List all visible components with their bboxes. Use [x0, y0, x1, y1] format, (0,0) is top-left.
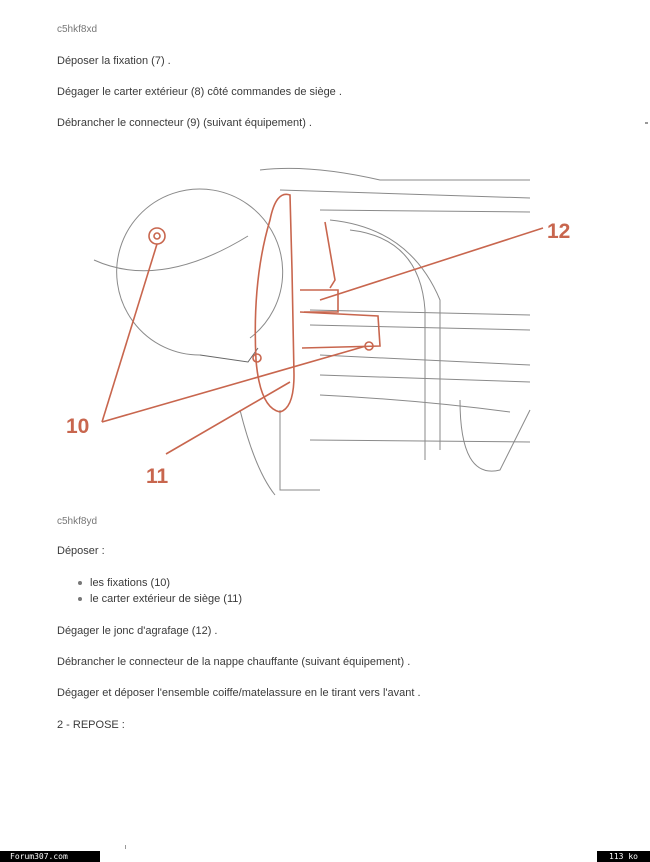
footer-site-label: Forum307.com: [0, 851, 100, 862]
step-remove-fixation: Déposer la fixation (7) .: [57, 55, 171, 67]
list-item: les fixations (10): [57, 575, 242, 591]
callout-12: 12: [547, 220, 571, 243]
step-release-clip-rod: Dégager le jonc d'agrafage (12) .: [57, 625, 218, 637]
step-disconnect-heater: Débrancher le connecteur de la nappe chauffante (suivant équipement) .: [57, 656, 411, 668]
removal-list: [57, 575, 242, 607]
seat-diagram: [66, 150, 571, 495]
callout-11: 11: [146, 465, 169, 488]
list-item: le carter extérieur de siège (11): [57, 591, 242, 607]
scan-speck: [125, 845, 126, 849]
step-remove-cover-assembly: Dégager et déposer l'ensemble coiffe/matelassure en le tirant vers l'avant .: [57, 687, 421, 699]
reference-code-bottom: c5hkf8yd: [57, 516, 98, 527]
section-heading-repose: 2 - REPOSE :: [57, 719, 125, 731]
bullet-icon: [78, 581, 82, 585]
deposer-label: Déposer :: [57, 545, 105, 557]
step-disconnect-connector: Débrancher le connecteur (9) (suivant équipement) .: [57, 117, 312, 129]
reference-code-top: c5hkf8xd: [57, 24, 98, 35]
scan-speck: [645, 122, 648, 124]
footer-file-size: 113 ko: [597, 851, 650, 862]
callout-10: 10: [66, 415, 90, 438]
step-release-outer-cover: Dégager le carter extérieur (8) côté commandes de siège .: [57, 86, 342, 98]
bullet-icon: [78, 597, 82, 601]
